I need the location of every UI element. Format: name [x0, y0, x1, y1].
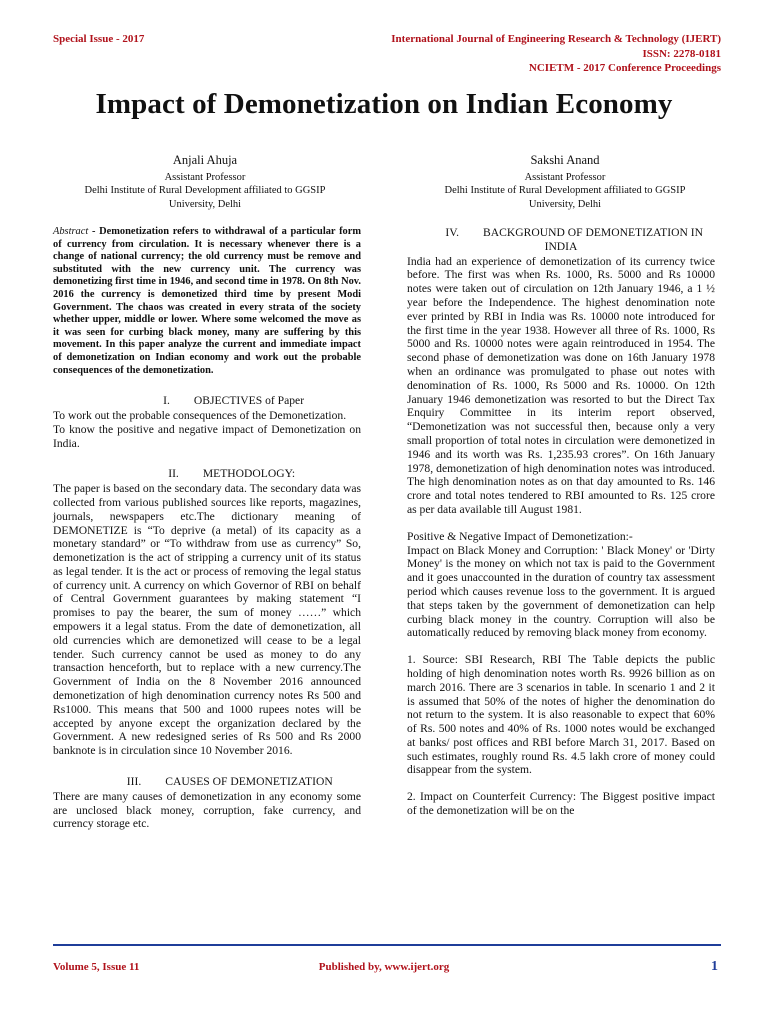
section-title: BACKGROUND OF DEMONETIZATION IN INDIA [483, 226, 703, 253]
section-heading-objectives [53, 394, 361, 408]
author-affiliation: Delhi Institute of Rural Development affiliated to GGSIP [444, 185, 686, 196]
section-heading-methodology [53, 467, 361, 481]
abstract-label: Abstract [53, 226, 89, 237]
author-name: Anjali Ahuja [172, 153, 238, 167]
footer-publisher: Published by, www.ijert.org [318, 961, 450, 973]
section-heading-causes [53, 775, 361, 789]
paper-title: Impact of Demonetization on Indian Economy [95, 88, 673, 120]
point-1-text: 1. Source: SBI Research, RBI The Table depicts the public holding of high denomination notes worth Rs. 9926 billion as on march 2016. There are 3 scenarios in table. In scenario 1 and 2 it is assumed that 50% of the notes of higher the denomination do not return to the system. It is also reasonable to expect that 60% of Rs. 500 notes and 40% of Rs. 1000 notes would be exchanged at banks/ post offices and RBI before March 31, 2017. Based on such estimates, roughly round Rs. 4.5 lakh crore of money could disappear from the system. [407, 653, 715, 777]
author-affiliation: Delhi Institute of Rural Development affiliated to GGSIP [84, 185, 326, 196]
author-role: Assistant Professor [524, 171, 606, 183]
header-journal-name: International Journal of Engineering Research & Technology (IJERT) [391, 33, 721, 45]
footer-divider [53, 944, 721, 946]
abstract [53, 226, 361, 377]
causes-text: There are many causes of demonetization in any economy some are unclosed black money, corruption, fake currency, and currency storage etc. [53, 789, 361, 831]
author-name: Sakshi Anand [530, 153, 600, 167]
page-number: 1 [711, 959, 718, 974]
author-role: Assistant Professor [164, 171, 246, 183]
impact-text: Impact on Black Money and Corruption: ' Black Money' or 'Dirty Money' is the money on which not tax is paid to the Government and it goes unaccounted in the duration of country tax assessment period which causes revenue loss to the government. It is argued that steps taken by the government of demonetization can help curbing black money in the country. Corruption will also be automatically reduced by removing black money from economy. [407, 543, 715, 640]
author-block-2 [400, 154, 730, 211]
impact-heading: Positive & Negative Impact of Demonetization:- [407, 529, 633, 543]
section-title: CAUSES OF DEMONETIZATION [165, 775, 333, 789]
header-issue: Special Issue - 2017 [53, 33, 145, 45]
methodology-text: The paper is based on the secondary data. The secondary data was collected from various published sources like reports, magazines, journals, newspapers etc.The dictionary meaning of DEMONETIZE is “To deprive (a metal) of its capacity as a monetary standard” or “To withdraw from use as currency” So, demonetization is the act of stripping a currency unit of its status as legal tender. It is the act or process of removing the legal status of currency unit. A currency on which Governor of RBI on behalf of Central Government guarantees by making statement “I promises to pay the bearer, the sum of money ……” which empowers it a legal status. From the date of demonetization, all old currencies which are demonetized will cease to be a legal tender. Such currency cannot be used as money to do any transaction henceforth, but to replace with a new currency.The Government of India on the 8 November 2016 announced demonetization of high denomination currency notes Rs 500 and Rs1000. This means that 500 and 1000 rupees notes will be accepted by anyone except the organization declared by the Government. A new redesigned series of Rs 500 and Rs 2000 banknote is in circulation since 10 November 2016. [53, 482, 361, 758]
right-column [407, 226, 715, 818]
section-number: II. [168, 467, 179, 481]
section-heading-background [407, 226, 715, 254]
objective-item: To work out the probable consequences of the Demonetization. [53, 408, 347, 422]
section-number: IV. [445, 226, 460, 239]
header-issn: ISSN: 2278-0181 [642, 47, 721, 60]
section-number: III. [126, 775, 142, 789]
objective-item: To know the positive and negative impact of Demonetization on India. [53, 422, 361, 450]
author-block-1 [40, 154, 370, 211]
abstract-text: - Demonetization refers to withdrawal of a particular form of currency from circulation. It is necessary whenever there is a change of national currency; the old currency must be remove and substituted with the new currency unit. The currency was demonetizing first time in 1946, and second time in 1978. On 8th Nov. 2016 the currency is demonetized third time by present Modi Government. The chaos was created in every strata of the society whether upper, middle or lower. Where some welcomed the move as it was seen for curbing black money, many are suffering by this movement. In this paper analyze the current and immediate impact of demonetization on Indian economy and work out the probable consequences of the demonetization. [53, 226, 361, 376]
section-title: OBJECTIVES of Paper [193, 394, 305, 408]
header-proceedings: NCIETM - 2017 Conference Proceedings [528, 62, 721, 74]
left-column [53, 226, 361, 831]
section-number: I. [163, 394, 170, 408]
author-place: University, Delhi [528, 198, 602, 210]
author-place: University, Delhi [168, 198, 242, 210]
header-journal [391, 32, 721, 76]
background-text: India had an experience of demonetization of its currency twice before. The first was when Rs. 1000, Rs. 5000 and Rs 10000 notes were taken out of circulation on 12th January 1946, a 1 ½ year before the Independence. The highest denomination note ever printed by RBI in India was Rs. 10000 note introduced for the first time in the year 1938. However all three of Rs. 1000, Rs 5000 and Rs. 10000 notes were again reintroduced in 1954. The second phase of demonetization was done on 16th January 1978 when an ordinance was promulgated to phase out notes with denomination of Rs. 1000, Rs 5000 and Rs. 10000. On 12th January 1946 demonetization was resorted to but the Direct Tax Enquiry Committee in its interim report observed, “Demonetization was not successful then, because only a very small proportion of total notes in circulation were demonetized in 1946 and its worth was Rs. 1,235.93 crores”. On 16th January 1978, demonetization of high denomination notes was introduced. The high denomination notes as on that day amounted to Rs. 146 crore and total notes tendered to RBI amounted to Rs. 125 crore as per data available till August 1981. [407, 254, 715, 516]
section-title: METHODOLOGY: [202, 467, 296, 481]
footer-volume: Volume 5, Issue 11 [53, 961, 140, 973]
point-2-text: 2. Impact on Counterfeit Currency: The Biggest positive impact of the demonetization will be on the [407, 790, 715, 818]
